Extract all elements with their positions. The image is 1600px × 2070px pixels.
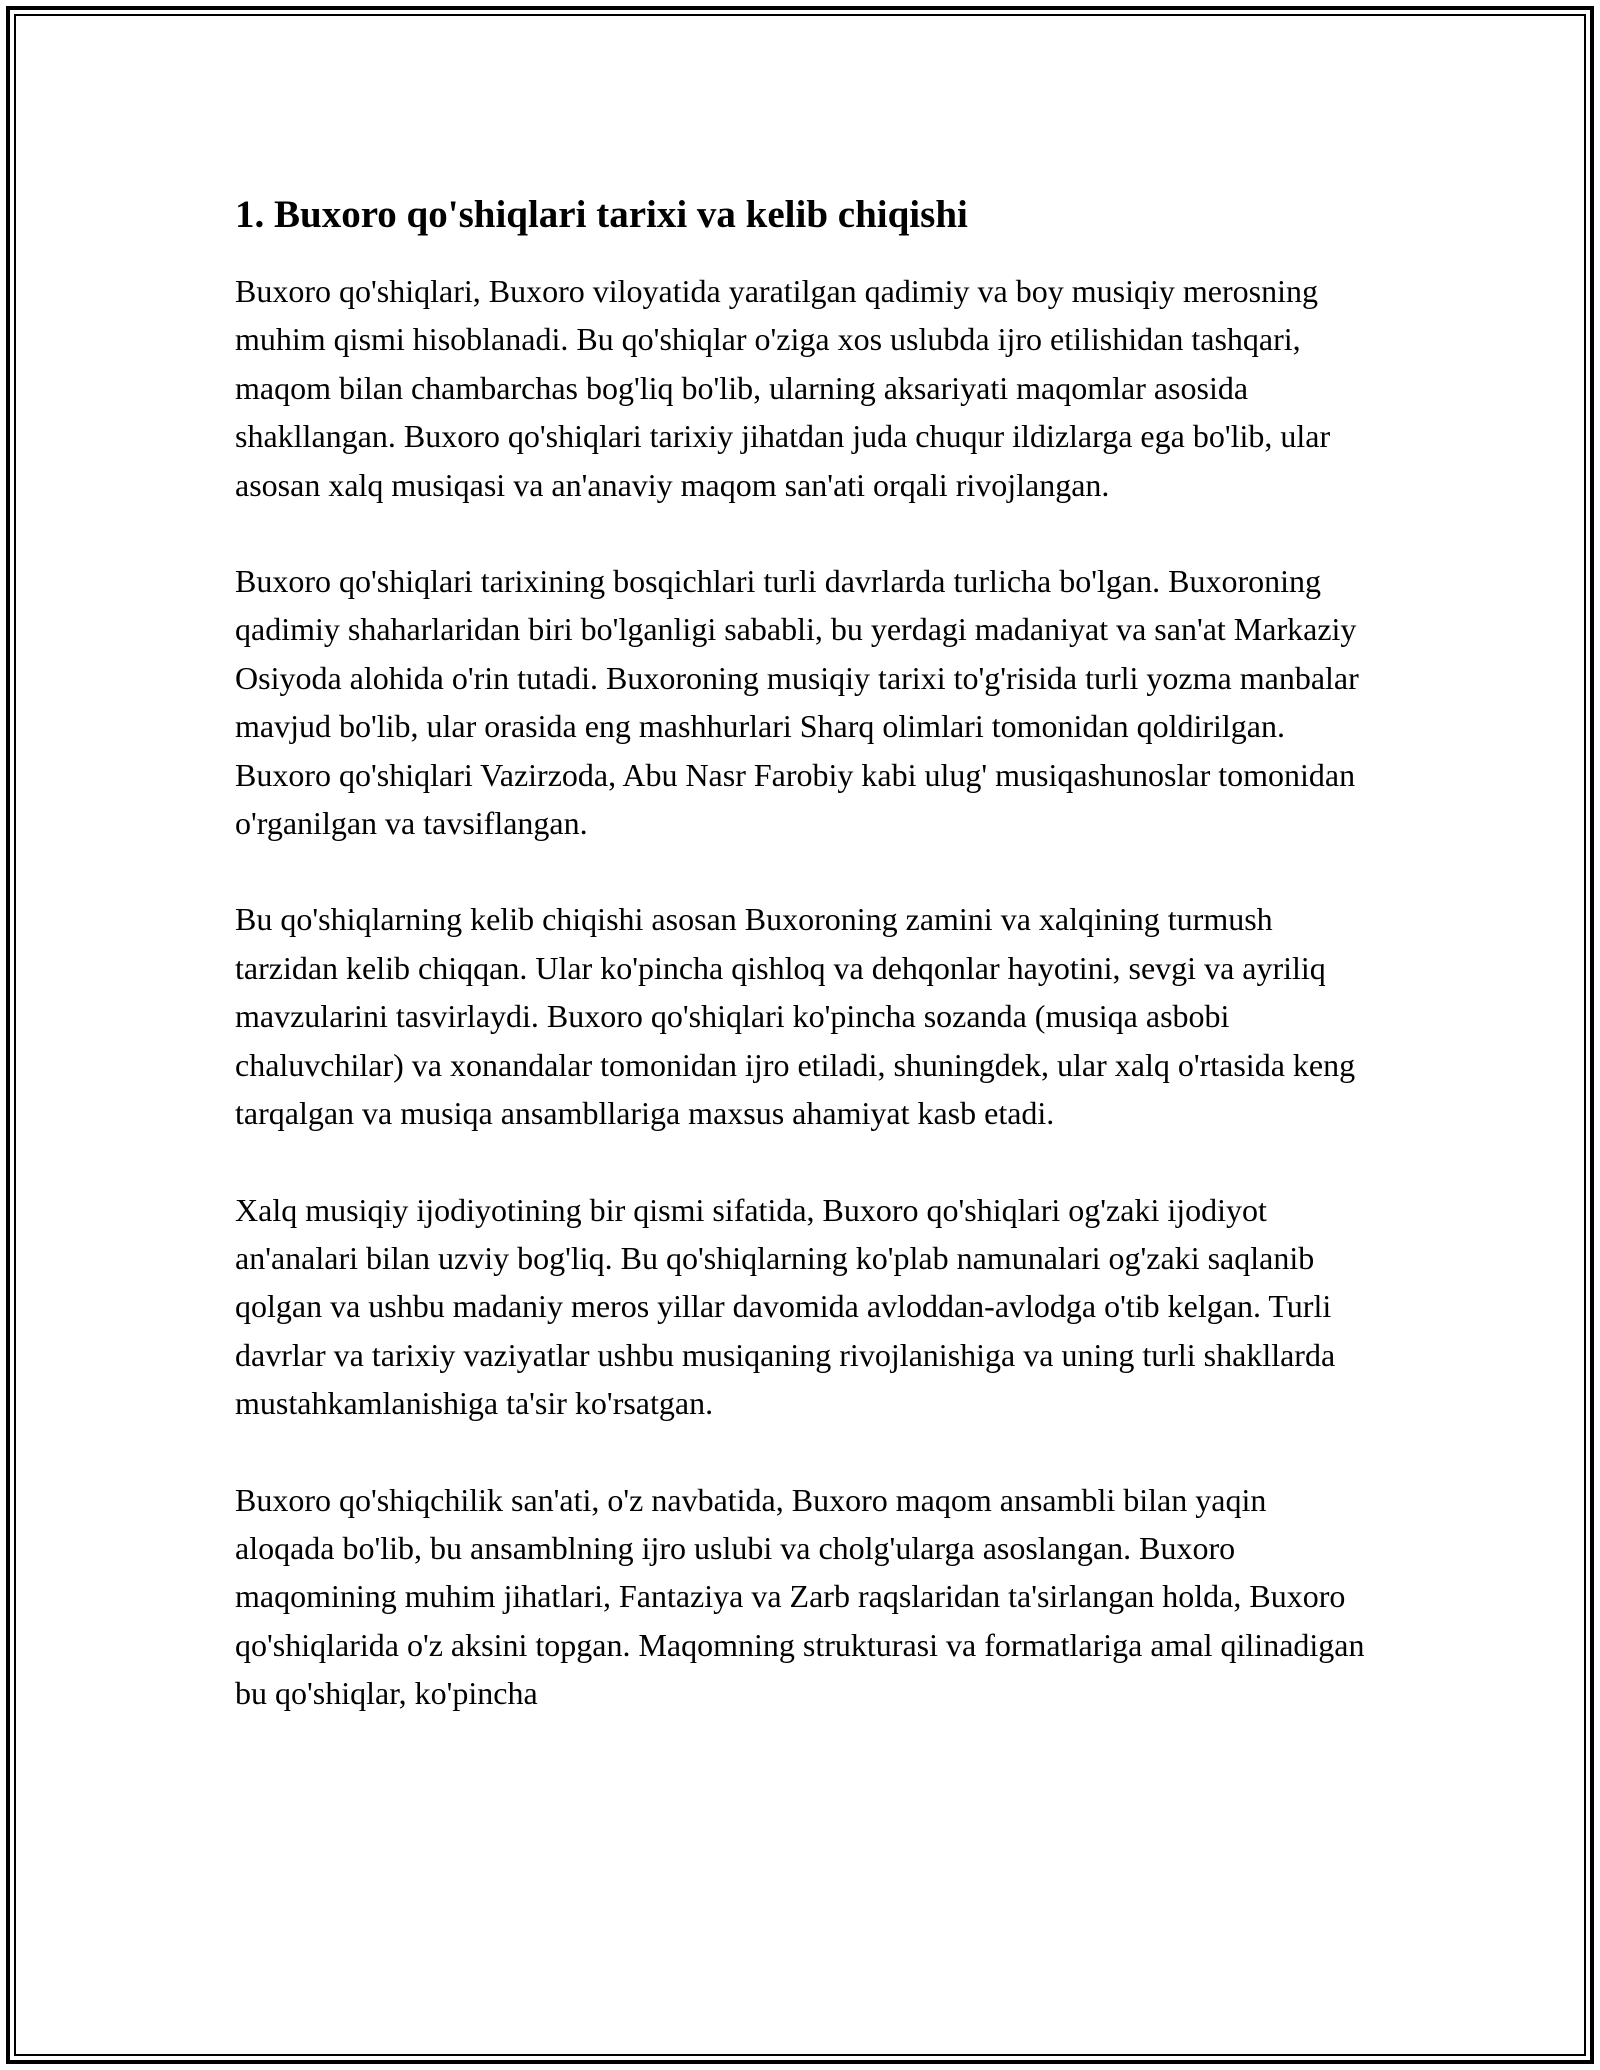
paragraph-2: Buxoro qo'shiqlari tarixining bosqichlari turli davrlarda turlicha bo'lgan. Buxoroning qadimiy shaharlaridan biri bo'lganligi sababli, bu yerdagi madaniyat va san'at Markaziy Osiyoda alohida o'rin tutadi. Buxoroning musiqiy tarixi to'g'risida turli yozma manbalar mavjud bo'lib, ular orasida eng mashhurlari Sharq olimlari tomonidan qoldirilgan. Buxoro qo'shiqlari Vazirzoda, Abu Nasr Farobiy kabi ulug' musiqashunoslar tomonidan o'rganilgan va tavsiflangan.: [235, 563, 1359, 842]
paragraph-1: Buxoro qo'shiqlari, Buxoro viloyatida yaratilgan qadimiy va boy musiqiy merosning muhim qismi hisoblanadi. Bu qo'shiqlar o'ziga xos uslubda ijro etilishidan tashqari, maqom bilan chambarchas bog'liq bo'lib, ularning aksariyati maqomlar asosida shakllangan. Buxoro qo'shiqlari tarixiy jihatdan juda chuqur ildizlarga ega bo'lib, ular asosan xalq musiqasi va an'anaviy maqom san'ati orqali rivojlangan.: [235, 273, 1331, 503]
document-body: [235, 185, 1365, 1766]
paragraph-4: Xalq musiqiy ijodiyotining bir qismi sifatida, Buxoro qo'shiqlari og'zaki ijodiyot an'analari bilan uzviy bog'liq. Bu qo'shiqlarning ko'plab namunalari og'zaki saqlanib qolgan va ushbu madaniy meros yillar davomida avloddan-avlodga o'tib kelgan. Turli davrlar va tarixiy vaziyatlar ushbu musiqaning rivojlanishiga va uning turli shakllarda mustahkamlanishiga ta'sir ko'rsatgan.: [235, 1191, 1336, 1422]
paragraph-3: Bu qo'shiqlarning kelib chiqishi asosan Buxoroning zamini va xalqining turmush tarzidan kelib chiqqan. Ular ko'pincha qishloq va dehqonlar hayotini, sevgi va ayriliq mavzularini tasvirlaydi. Buxoro qo'shiqlari ko'pincha sozanda (musiqa asbobi chaluvchilar) va xonandalar tomonidan ijro etiladi, shuningdek, ular xalq o'rtasida keng tarqalgan va musiqa ansambllariga maxsus ahamiyat kasb etadi.: [235, 901, 1356, 1132]
paragraph-5: Buxoro qo'shiqchilik san'ati, o'z navbatida, Buxoro maqom ansambli bilan yaqin aloqada bo'lib, bu ansamblning ijro uslubi va cholg'ularga asoslangan. Buxoro maqomining muhim jihatlari, Fantaziya va Zarb raqslaridan ta'sirlangan holda, Buxoro qo'shiqlarida o'z aksini topgan. Maqomning strukturasi va formatlariga amal qilinadigan bu qo'shiqlar, ko'pincha: [235, 1481, 1365, 1712]
section-title: 1. Buxoro qo'shiqlari tarixi va kelib chiqishi: [235, 193, 968, 236]
